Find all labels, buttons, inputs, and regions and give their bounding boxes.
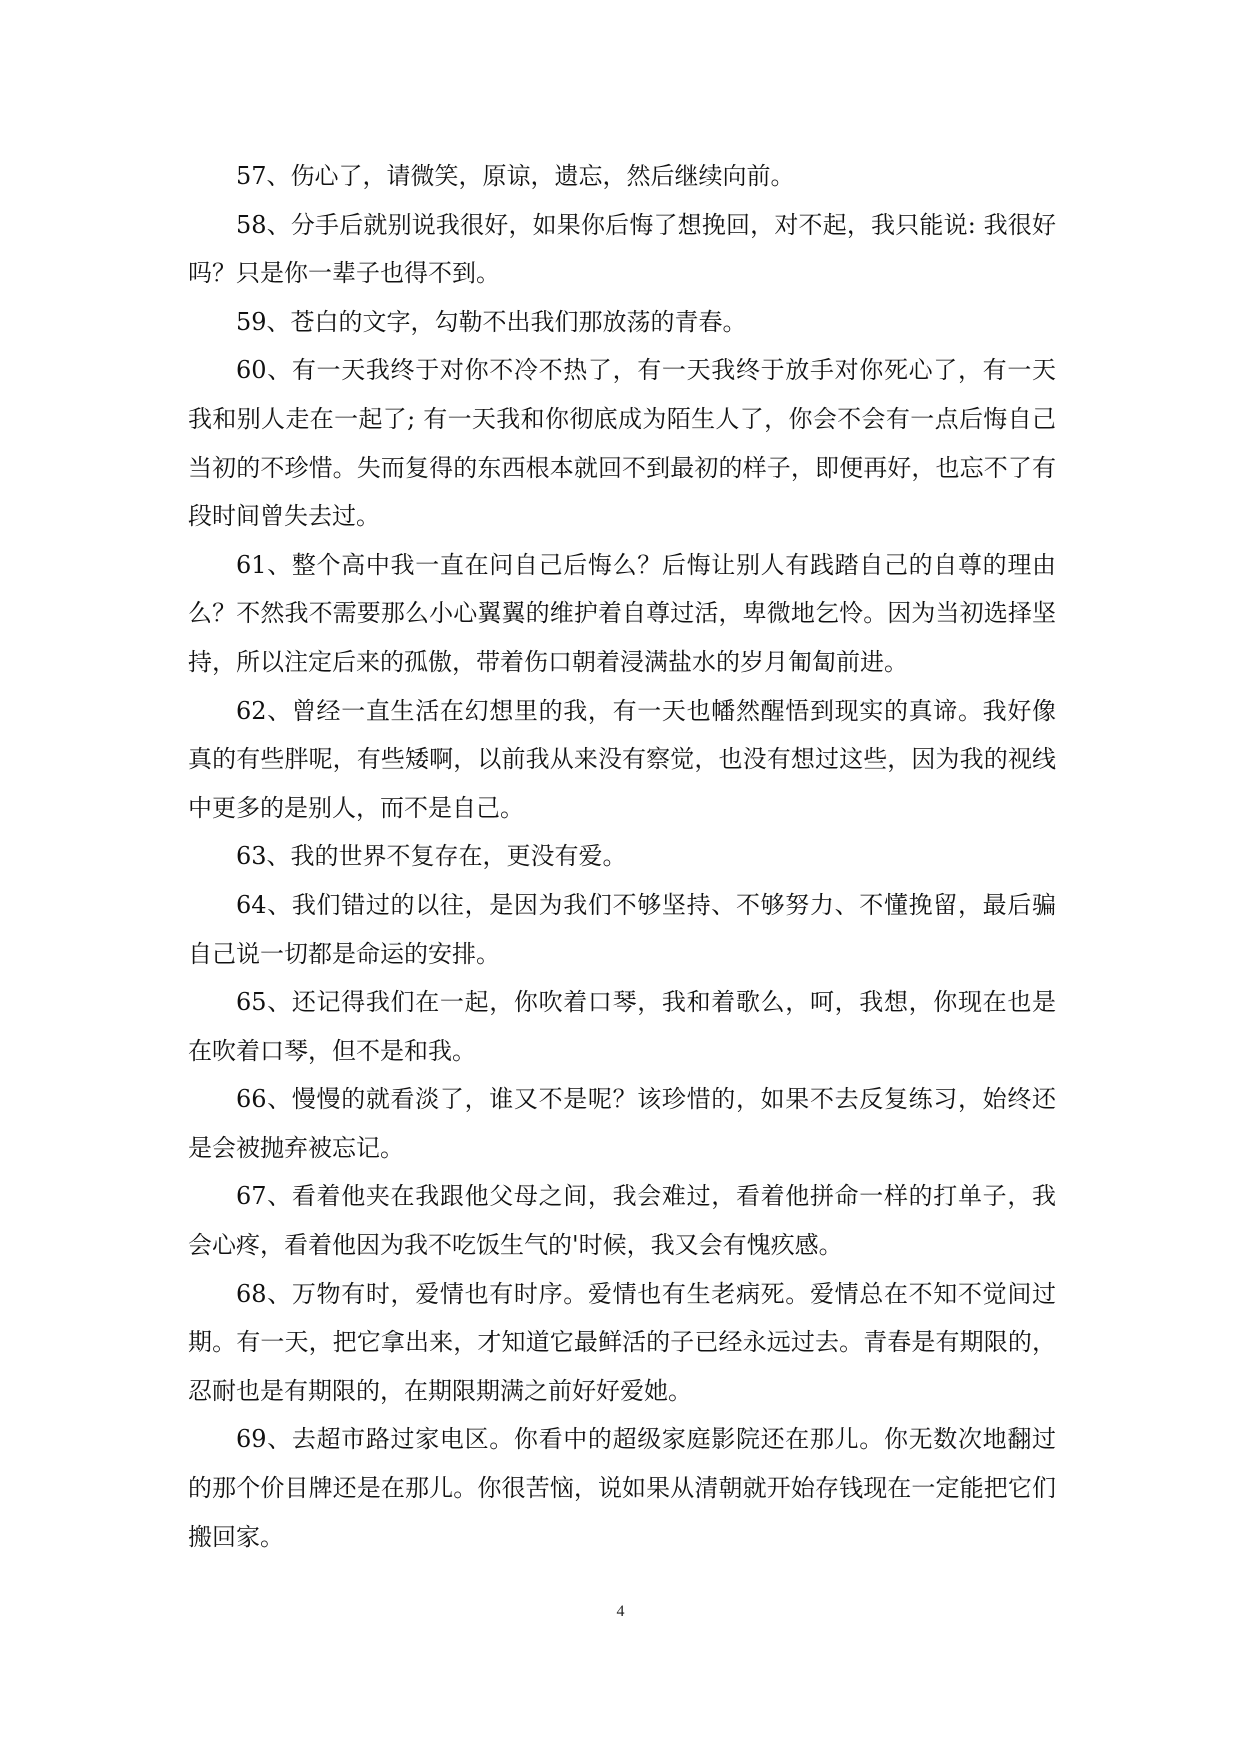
paragraph-64: 64、我们错过的以往，是因为我们不够坚持、不够努力、不懂挽留，最后骗自己说一切都是命运的安排。 [188,890,1056,968]
paragraph-58: 58、分手后就别说我很好，如果你后悔了想挽回，对不起，我只能说: 我很好吗？只是你一辈子也得不到。 [188,210,1056,288]
page-number: 4 [616,1603,625,1620]
page-body [188,152,1056,1561]
paragraph-66: 66、慢慢的就看淡了，谁又不是呢？该珍惜的，如果不去反复练习，始终还是会被抛弃被忘记。 [188,1085,1056,1162]
paragraph-67: 67、看着他夹在我跟他父母之间，我会难过，看着他拼命一样的打单子，我会心疼，看着他因为我不吃饭生气的'时候，我又会有愧疚感。 [188,1182,1056,1260]
paragraph-68: 68、万物有时，爱情也有时序。爱情也有生老病死。爱情总在不知不觉间过期。有一天，把它拿出来，才知道它最鲜活的子已经永远过去。青春是有期限的，忍耐也是有期限的，在期限期满之前好好爱她。 [188,1279,1056,1405]
paragraph-69: 69、去超市路过家电区。你看中的超级家庭影院还在那儿。你无数次地翻过的那个价目牌还是在那儿。你很苦恼，说如果从清朝就开始存钱现在一定能把它们搬回家。 [188,1425,1056,1551]
paragraph-57: 57、伤心了，请微笑，原谅，遗忘，然后继续向前。 [236,162,795,190]
paragraph-61: 61、整个高中我一直在问自己后悔么？后悔让别人有践踏自己的自尊的理由么？不然我不需要那么小心翼翼的维护着自尊过活，卑微地乞怜。因为当初选择坚持，所以注定后来的孤傲，带着伤口朝着浸满盐水的岁月匍匐前进。 [188,550,1056,676]
paragraph-63: 63、我的世界不复存在，更没有爱。 [236,842,627,871]
paragraph-60: 60、有一天我终于对你不冷不热了，有一天我终于放手对你死心了，有一天我和别人走在一起了; 有一天我和你彻底成为陌生人了，你会不会有一点后悔自己当初的不珍惜。失而复得的东西根本就回不到最初的样子，即便再好，也忘不了有段时间曾失去过。 [188,356,1056,531]
paragraph-62: 62、曾经一直生活在幻想里的我，有一天也幡然醒悟到现实的真谛。我好像真的有些胖呢，有些矮啊，以前我从来没有察觉，也没有想过这些，因为我的视线中更多的是别人，而不是自己。 [188,696,1056,822]
paragraph-59: 59、苍白的文字，勾勒不出我们那放荡的青春。 [236,307,747,336]
paragraph-65: 65、还记得我们在一起，你吹着口琴，我和着歌么，呵，我想，你现在也是在吹着口琴，但不是和我。 [188,988,1056,1065]
